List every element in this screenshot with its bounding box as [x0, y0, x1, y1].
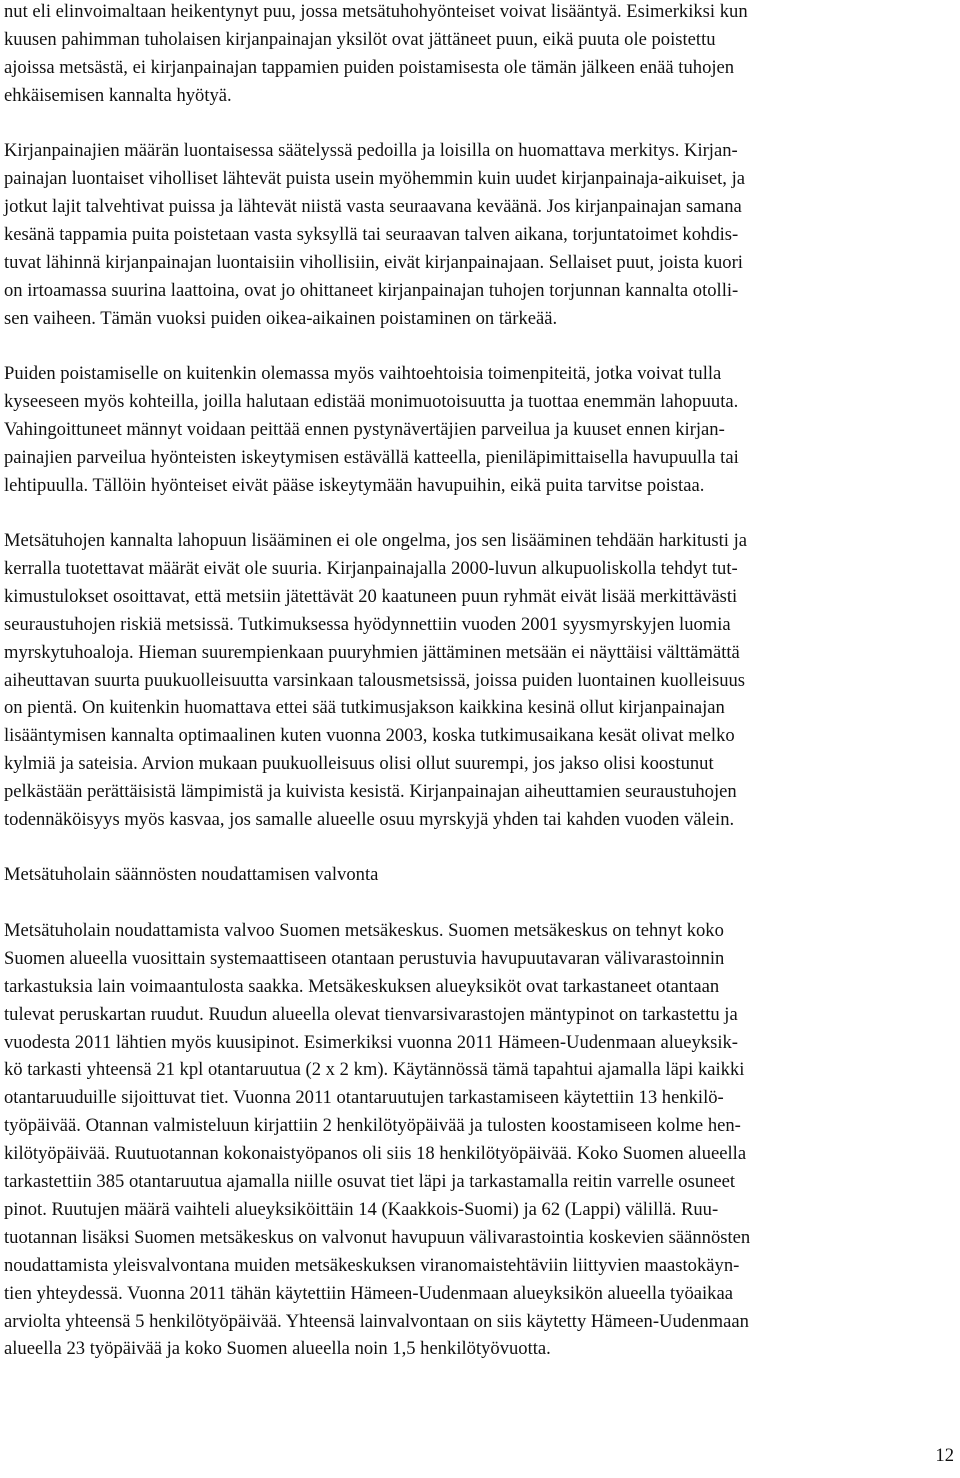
text-line: kylmiä ja sateisia. Arvion mukaan puukuolleisuus olisi ollut suurempi, jos jakso olisi koostunut: [4, 753, 714, 775]
text-line: noudattamista yleisvalvontana muiden metsäkeskuksen viranomaistehtäviin liittyvien maastokäyn-: [4, 1254, 740, 1276]
text-line: tuvat lähinnä kirjanpainajan luontaisiin vihollisiin, eivät kirjanpainajaan. Sellaiset puut, joista kuori: [4, 251, 743, 273]
text-line: Kirjanpainajien määrän luontaisessa säätelyssä pedoilla ja loisilla on huomattava merkitys. Kirjan-: [4, 140, 738, 162]
text-line: tarkastettiin 385 otantaruutua ajamalla niille osuvat tiet läpi ja tarkastamalla reitin varrelle osuneet: [4, 1171, 736, 1193]
text-line: kilötyöpäivää. Ruutuotannan kokonaistyöpanos oli siis 18 henkilötyöpäivää. Koko Suomen alueella: [4, 1143, 747, 1165]
text-line: pinot. Ruutujen määrä vaihteli alueyksiköittäin 14 (Kaakkois-Suomi) ja 62 (Lappi) välillä. Ruu-: [4, 1198, 719, 1220]
text-line: nut eli elinvoimaltaan heikentynyt puu, jossa metsätuhohyönteiset voivat lisääntyä. Esimerkiksi kun: [4, 1, 748, 22]
text-line: lisääntymisen kannalta optimaalinen kuten vuonna 2003, koska tutkimusaikana kesät olivat melko: [4, 725, 735, 747]
text-line: pelkästään perättäisistä lämpimistä ja kuivista kesistä. Kirjanpainajan aiheuttamien seuraustuhojen: [4, 781, 737, 803]
paragraph-spacer: [4, 332, 956, 360]
paragraph-3: [4, 360, 956, 500]
paragraph-6: [4, 917, 956, 1364]
text-line: työpäivää. Otannan valmisteluun kirjattiin 2 henkilötyöpäivää ja tulosten koostamiseen kolme hen-: [4, 1115, 741, 1137]
document-page: [4, 0, 956, 1363]
text-line: tuotannan lisäksi Suomen metsäkeskus on valvonut havupuun välivarastointia koskevien säännösten: [4, 1226, 751, 1248]
text-line: Metsätuhojen kannalta lahopuun lisääminen ei ole ongelma, jos sen lisääminen tehdään harkitusti ja: [4, 530, 748, 551]
paragraph-spacer: [4, 500, 956, 528]
text-line: painajien parveilua hyönteisten iskeytymisen estävällä katteella, pieniläpimittaisella havupuulla tai: [4, 446, 739, 468]
text-line: kyseeseen myös kohteilla, joilla halutaan edistää monimuotoisuutta ja tuottaa enemmän lahopuuta.: [4, 390, 739, 412]
text-line: todennäköisyys myös kasvaa, jos samalle alueelle osuu myrskyjä yhden tai kahden vuoden välein.: [4, 809, 735, 831]
text-line: Suomen alueella vuosittain systemaattiseen otantaan perustuvia havupuutavaran välivarastoinnin: [4, 947, 725, 969]
text-line: arviolta yhteensä 5 henkilötyöpäivää. Yhteensä lainvalvontaan on siis käytetty Hämeen-Uudenmaan: [4, 1310, 749, 1332]
text-line: seuraustuhojen riskiä metsissä. Tutkimuksessa hyödynnettiin vuoden 2001 syysmyrskyjen luomia: [4, 613, 731, 635]
text-line: tulevat peruskartan ruudut. Ruudun alueella olevat tienvarsivarastojen mäntypinot on tarkastettu ja: [4, 1003, 738, 1025]
section-heading: [4, 861, 956, 889]
text-line: ehkäisemisen kannalta hyötyä.: [4, 84, 232, 106]
text-line: aiheuttavan suurta puukuolleisuutta varsinkaan talousmetsissä, joissa puiden luontainen kuolleisuus: [4, 669, 746, 691]
paragraph-1: [4, 0, 956, 110]
text-line: Puiden poistamiselle on kuitenkin olemassa myös vaihtoehtoisia toimenpiteitä, jotka voivat tulla: [4, 362, 722, 384]
paragraph-4: [4, 527, 956, 834]
text-line: tien yhteydessä. Vuonna 2011 tähän käytettiin Hämeen-Uudenmaan alueyksikön alueella työaikaa: [4, 1282, 733, 1304]
text-line: myrskytuhoaloja. Hieman suurempienkaan puuryhmien jättäminen metsään ei näyttäisi välttämättä: [4, 641, 740, 663]
paragraph-spacer: [4, 889, 956, 917]
text-line: kuusen pahimman tuholaisen kirjanpainajan yksilöt ovat jättäneet puun, eikä puuta ole poistettu: [4, 28, 716, 50]
text-line: painajan luontaiset viholliset lähtevät puista usein myöhemmin kuin uudet kirjanpainaja-aikuiset, ja: [4, 168, 745, 190]
text-line: lehtipuulla. Tällöin hyönteiset eivät pääse iskeytymään havupuihin, eikä puita tarvitse poistaa.: [4, 474, 705, 496]
text-line: kö tarkasti yhteensä 21 kpl otantaruutua (2 x 2 km). Käytännössä tämä tapahtui ajamalla läpi kaikki: [4, 1059, 745, 1081]
text-line: Metsätuholain noudattamista valvoo Suomen metsäkeskus. Suomen metsäkeskus on tehnyt koko: [4, 919, 724, 941]
page-number: 12: [935, 1445, 954, 1466]
text-line: on pientä. On kuitenkin huomattava ettei sää tutkimusjakson kaikkina kesinä ollut kirjanpainajan: [4, 697, 725, 719]
text-line: Vahingoittuneet männyt voidaan peittää ennen pystynävertäjien parveilua ja kuuset ennen kirjan-: [4, 418, 725, 440]
text-line: sen vaiheen. Tämän vuoksi puiden oikea-aikainen poistaminen on tärkeää.: [4, 307, 558, 329]
text-line: jotkut lajit talvehtivat puissa ja lähtevät niistä vasta seuraavana keväänä. Jos kirjanpainajan samana: [4, 195, 742, 217]
text-line: vuodesta 2011 lähtien myös kuusipinot. Esimerkiksi vuonna 2011 Hämeen-Uudenmaan alueyksik-: [4, 1031, 738, 1053]
text-line: otantaruuduille sijoittuvat tiet. Vuonna 2011 otantaruutujen tarkastamiseen käytettiin 13 henkilö-: [4, 1087, 724, 1109]
text-line: ajoissa metsästä, ei kirjanpainajan tappamien puiden poistamisesta ole tämän jälkeen enää tuhojen: [4, 56, 735, 78]
text-line: alueella 23 työpäivää ja koko Suomen alueella noin 1,5 henkilötyövuotta.: [4, 1338, 551, 1360]
text-line: kimustulokset osoittavat, että metsiin jätettävät 20 kaatuneen puun ryhmät eivät lisää merkittävästi: [4, 585, 738, 607]
text-line: kerralla tuotettavat määrät eivät ole suuria. Kirjanpainajalla 2000-luvun alkupuoliskolla tehdyt tut-: [4, 557, 738, 579]
paragraph-spacer: [4, 110, 956, 138]
text-line: on irtoamassa suurina laattoina, ovat jo ohittaneet kirjanpainajan tuhojen torjunnan kannalta otolli-: [4, 279, 739, 301]
text-line: kesänä tappamia puita poistetaan vasta syksyllä tai seuraavan talven aikana, torjuntatoimet kohdis-: [4, 223, 739, 245]
section-heading-text: Metsätuholain säännösten noudattamisen valvonta: [4, 864, 379, 886]
text-line: tarkastuksia lain voimaantulosta saakka. Metsäkeskuksen alueyksiköt ovat tarkastaneet otantaan: [4, 975, 720, 997]
paragraph-2: [4, 137, 956, 332]
paragraph-spacer: [4, 834, 956, 862]
